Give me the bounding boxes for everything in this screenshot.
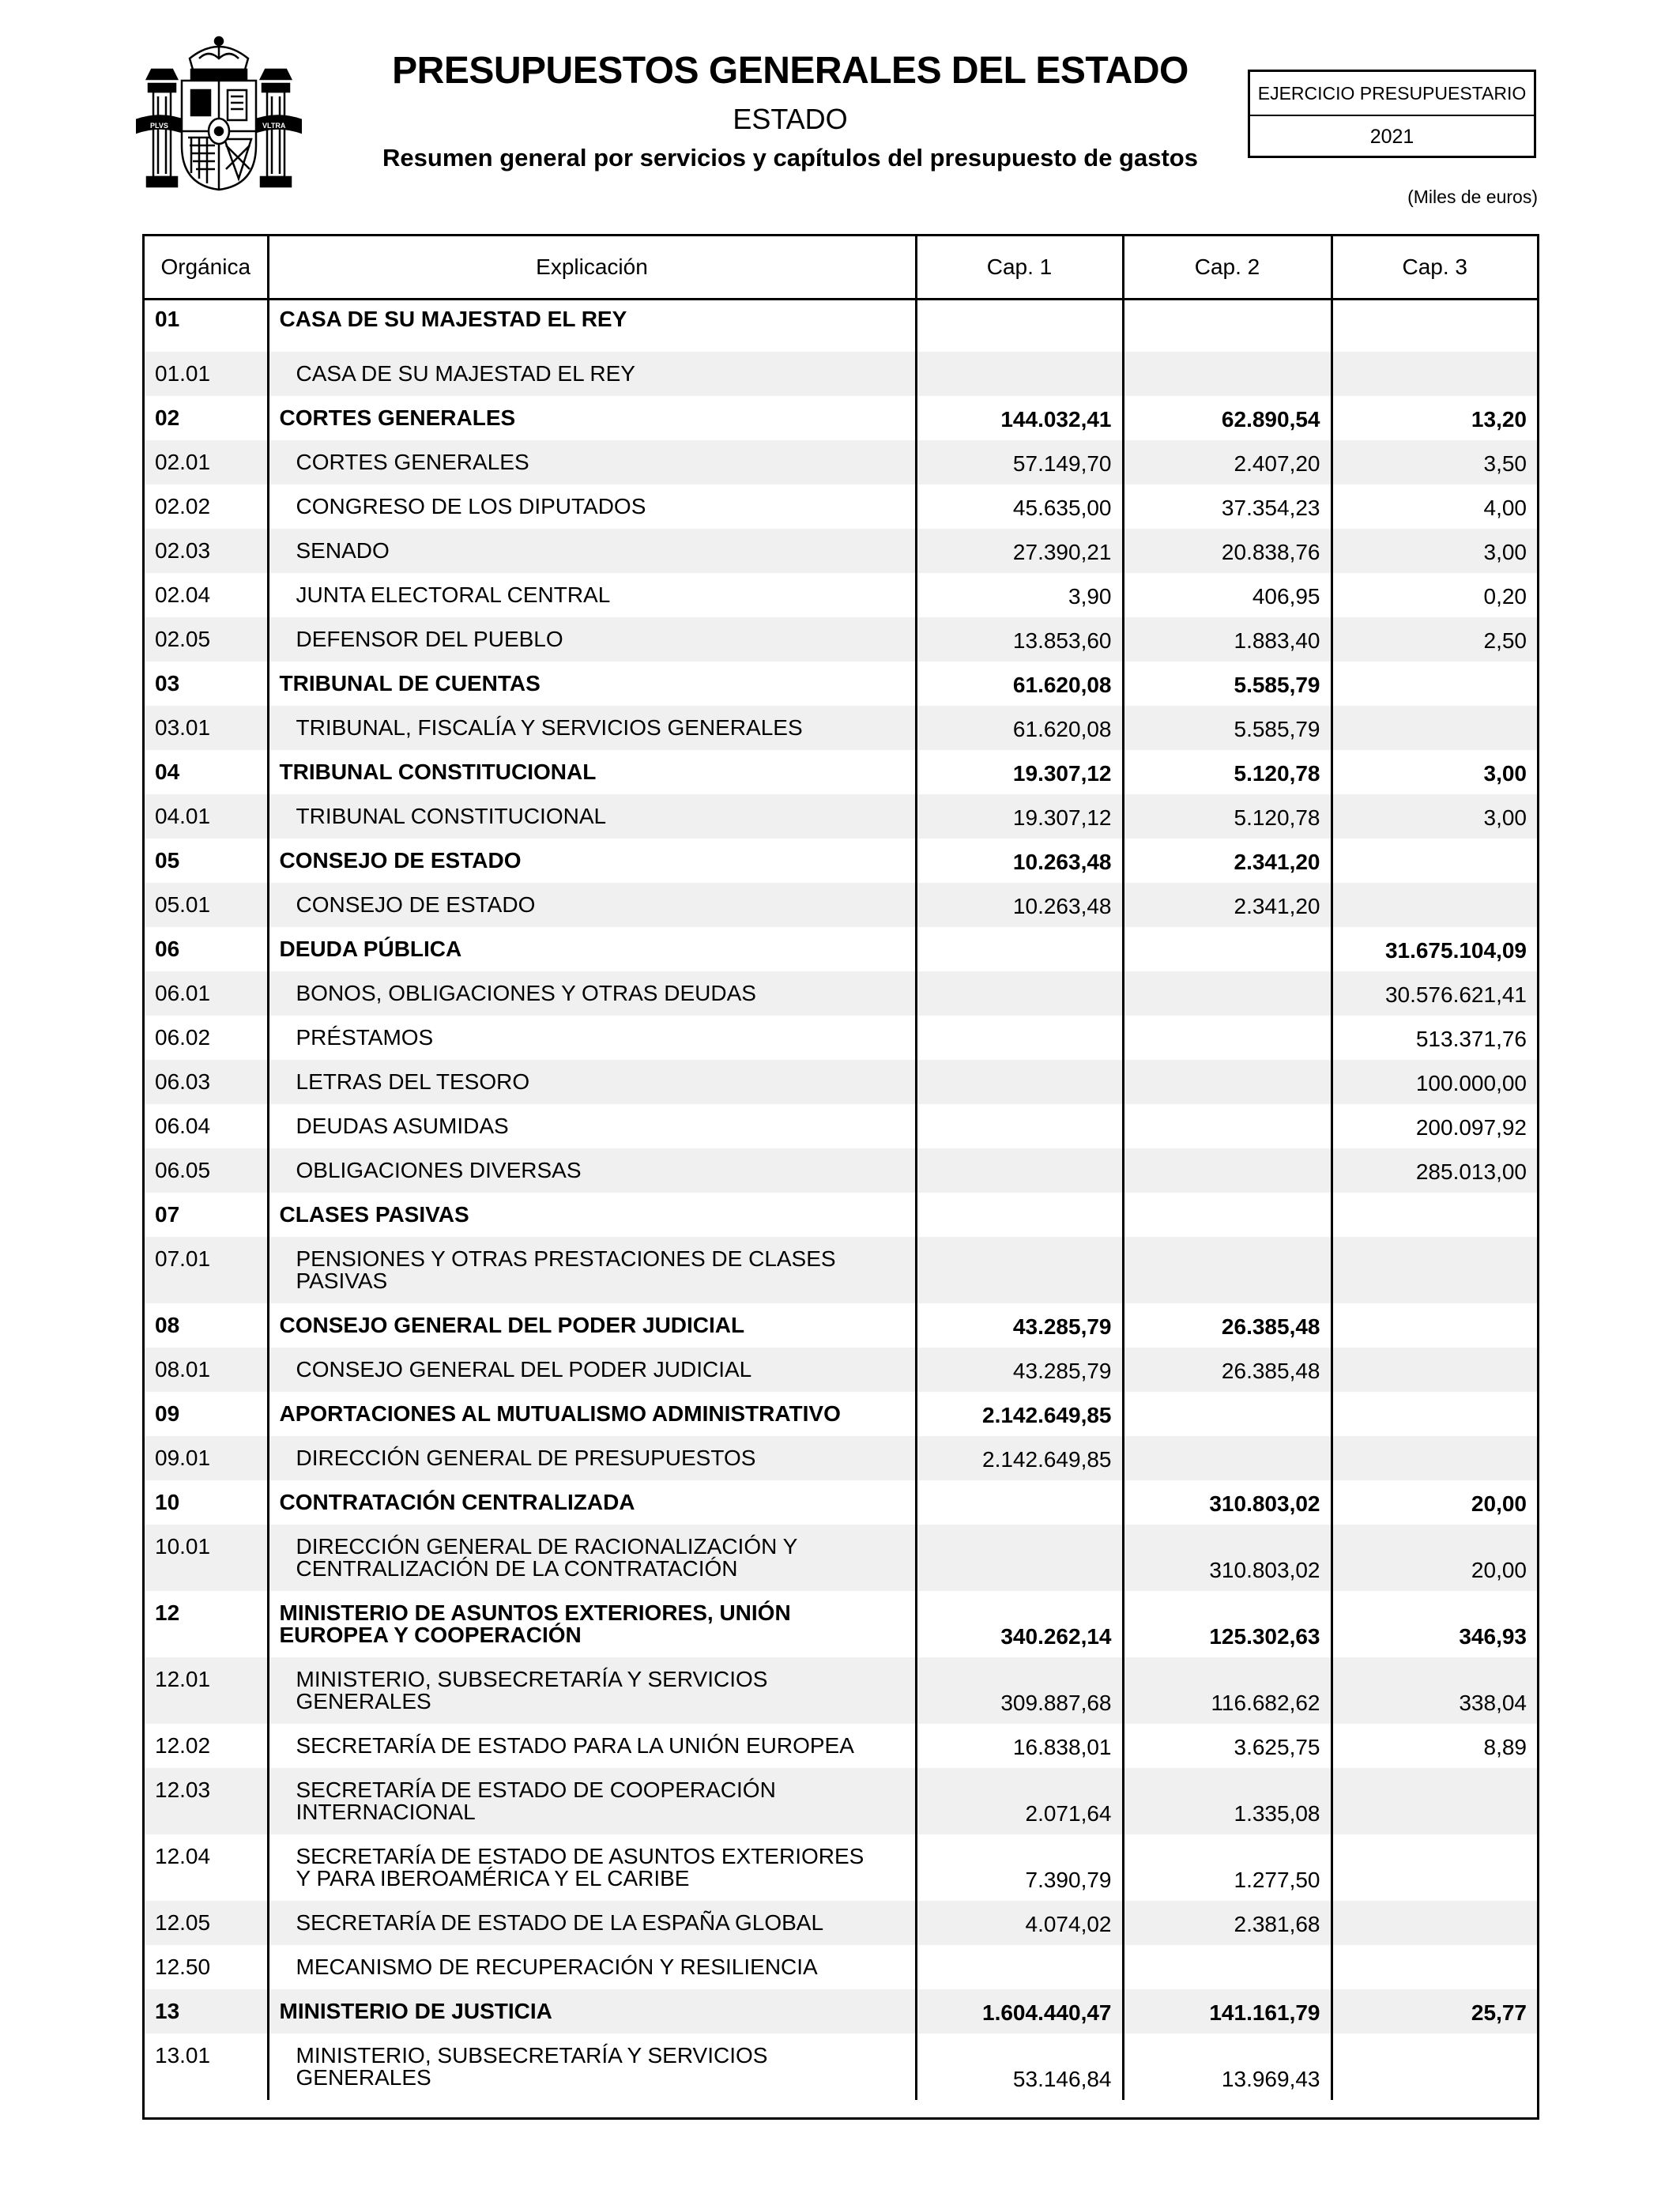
cell-organica: 02.02	[155, 493, 211, 518]
cell-cap1	[916, 1016, 1123, 1060]
cell-explicacion-line: SECRETARÍA DE ESTADO DE COOPERACIÓN	[296, 1777, 776, 1802]
cell-cap2: 13.969,43	[1123, 2034, 1332, 2100]
table-row	[145, 573, 1537, 617]
table-row	[145, 617, 1537, 662]
cell-organica: 06.05	[145, 1148, 268, 1193]
cell-cap3	[1332, 706, 1537, 750]
cell-organica: 07.01	[145, 1237, 268, 1303]
cell-cap3	[1332, 839, 1537, 883]
cell-cap3	[1332, 1392, 1537, 1436]
cell-explicacion-line: CONSEJO GENERAL DEL PODER JUDICIAL	[296, 1356, 752, 1382]
cell-explicacion-line: MINISTERIO, SUBSECRETARÍA Y SERVICIOS	[296, 1666, 768, 1691]
cell-explicacion	[268, 1945, 916, 1989]
cell-explicacion	[268, 1303, 916, 1348]
table-row	[145, 1060, 1537, 1104]
cell-cap3: 100.000,00	[1332, 1060, 1537, 1104]
cell-cap1: 27.390,21	[916, 529, 1123, 573]
document-header	[348, 47, 1233, 175]
cell-cap3	[1332, 1768, 1537, 1834]
cell-explicacion-line: CASA DE SU MAJESTAD EL REY	[296, 360, 635, 386]
cell-cap2: 20.838,76	[1123, 529, 1332, 573]
cell-explicacion	[268, 1480, 916, 1525]
cell-explicacion	[268, 440, 916, 484]
cell-explicacion	[268, 1657, 916, 1724]
cell-cap3: 30.576.621,41	[1332, 971, 1537, 1016]
cell-cap1: 340.262,14	[916, 1591, 1123, 1657]
fiscal-year-box	[1248, 70, 1536, 158]
cell-organica: 12.05	[145, 1901, 268, 1945]
cell-cap3: 3,00	[1332, 750, 1537, 794]
cell-explicacion	[268, 1392, 916, 1436]
cell-cap3	[1332, 1901, 1537, 1945]
cell-cap3: 31.675.104,09	[1332, 927, 1537, 971]
table-row	[145, 1303, 1537, 1348]
cell-cap1: 43.285,79	[916, 1303, 1123, 1348]
cell-explicacion-line: INTERNACIONAL	[296, 1799, 476, 1824]
table-row	[145, 1104, 1537, 1148]
cell-explicacion	[268, 971, 916, 1016]
cell-cap1	[916, 1525, 1123, 1591]
table-row	[145, 1591, 1537, 1657]
cell-explicacion	[268, 1525, 916, 1591]
cell-cap1	[916, 927, 1123, 971]
cell-explicacion	[268, 1193, 916, 1237]
cell-cap2	[1123, 352, 1332, 396]
cell-organica: 12.02	[155, 1732, 211, 1758]
cell-cap3: 3,00	[1332, 529, 1537, 573]
cell-cap3: 0,20	[1332, 573, 1537, 617]
cell-explicacion-line: GENERALES	[296, 1688, 431, 1713]
cell-cap1	[916, 1060, 1123, 1104]
cell-cap2: 310.803,02	[1123, 1525, 1332, 1591]
table-row	[145, 1768, 1537, 1834]
cell-cap2: 5.120,78	[1123, 750, 1332, 794]
cell-cap1	[916, 1104, 1123, 1148]
table-row	[145, 1724, 1537, 1768]
cell-explicacion-line: CENTRALIZACIÓN DE LA CONTRATACIÓN	[296, 1555, 738, 1581]
table-row	[145, 2034, 1537, 2100]
cell-explicacion	[268, 794, 916, 839]
cell-explicacion-line: BONOS, OBLIGACIONES Y OTRAS DEUDAS	[296, 980, 756, 1005]
cell-explicacion-line: DEUDA PÚBLICA	[279, 936, 462, 961]
table-row	[145, 750, 1537, 794]
budget-table	[142, 234, 1539, 2120]
cell-cap3: 346,93	[1332, 1591, 1537, 1657]
cell-cap1	[916, 1193, 1123, 1237]
cell-cap1: 53.146,84	[916, 2034, 1123, 2100]
cell-organica: 02.04	[155, 582, 211, 607]
cell-explicacion-line: CLASES PASIVAS	[279, 1201, 469, 1227]
cell-cap2	[1123, 1104, 1332, 1148]
cell-explicacion	[268, 662, 916, 706]
cell-cap3: 3,50	[1332, 440, 1537, 484]
cell-explicacion	[268, 1989, 916, 2034]
table-row	[145, 1989, 1537, 2034]
table-row	[145, 352, 1537, 396]
cell-explicacion	[268, 927, 916, 971]
cell-explicacion-line: DIRECCIÓN GENERAL DE PRESUPUESTOS	[296, 1445, 756, 1470]
table-row	[145, 794, 1537, 839]
cell-cap3: 285.013,00	[1332, 1148, 1537, 1193]
cell-cap3: 2,50	[1332, 617, 1537, 662]
cell-explicacion-line: DEFENSOR DEL PUEBLO	[296, 626, 563, 651]
cell-explicacion	[268, 1724, 916, 1768]
cell-organica: 12.03	[145, 1768, 268, 1834]
cell-organica: 02.01	[145, 440, 268, 484]
table-row	[145, 971, 1537, 1016]
cell-organica: 05.01	[145, 883, 268, 927]
cell-organica: 06.02	[155, 1024, 211, 1050]
cell-cap2	[1123, 927, 1332, 971]
cell-explicacion	[268, 750, 916, 794]
cell-explicacion	[268, 2034, 916, 2100]
cell-explicacion-line: JUNTA ELECTORAL CENTRAL	[296, 582, 611, 607]
cell-cap2: 5.120,78	[1123, 794, 1332, 839]
cell-cap2: 26.385,48	[1123, 1348, 1332, 1392]
cell-cap1: 61.620,08	[916, 662, 1123, 706]
cell-explicacion-line: TRIBUNAL CONSTITUCIONAL	[279, 759, 597, 784]
cell-cap1: 1.604.440,47	[916, 1989, 1123, 2034]
cell-cap2: 2.407,20	[1123, 440, 1332, 484]
cell-organica: 01.01	[145, 352, 268, 396]
cell-explicacion-line: SECRETARÍA DE ESTADO DE LA ESPAÑA GLOBAL	[296, 1909, 824, 1935]
cell-cap2: 310.803,02	[1123, 1480, 1332, 1525]
cell-explicacion-line: CONSEJO GENERAL DEL PODER JUDICIAL	[279, 1312, 745, 1337]
cell-organica: 04	[155, 759, 180, 784]
cell-cap1: 10.263,48	[916, 839, 1123, 883]
cell-explicacion	[268, 1436, 916, 1480]
column-header-explicacion: Explicación	[268, 236, 916, 300]
table-row	[145, 484, 1537, 529]
cell-cap3: 8,89	[1332, 1724, 1537, 1768]
cell-cap1	[916, 1480, 1123, 1525]
cell-explicacion	[268, 1104, 916, 1148]
cell-cap2: 5.585,79	[1123, 706, 1332, 750]
cell-organica: 10	[155, 1489, 180, 1514]
cell-organica: 08	[155, 1312, 180, 1337]
fiscal-year-value: 2021	[1369, 126, 1414, 148]
cell-organica: 12	[155, 1600, 180, 1625]
cell-explicacion-line: GENERALES	[296, 2064, 431, 2090]
page-title: PRESUPUESTOS GENERALES DEL ESTADO	[392, 50, 1188, 92]
cell-explicacion-line: SECRETARÍA DE ESTADO PARA LA UNIÓN EUROPEA	[296, 1732, 854, 1758]
table-row	[145, 1348, 1537, 1392]
cell-cap1: 309.887,68	[916, 1657, 1123, 1724]
cell-cap1: 3,90	[916, 573, 1123, 617]
cell-explicacion	[268, 529, 916, 573]
table-row	[145, 529, 1537, 573]
cell-organica: 09.01	[145, 1436, 268, 1480]
cell-organica: 12.04	[155, 1843, 211, 1868]
table-row	[145, 927, 1537, 971]
cell-cap3	[1332, 1237, 1537, 1303]
fiscal-year-label: EJERCICIO PRESUPUESTARIO	[1250, 72, 1534, 116]
cell-cap1: 19.307,12	[916, 794, 1123, 839]
cell-organica: 01	[155, 307, 180, 331]
cell-explicacion	[268, 484, 916, 529]
cell-explicacion-line: TRIBUNAL DE CUENTAS	[279, 670, 541, 696]
cell-cap3: 338,04	[1332, 1657, 1537, 1724]
svg-text:VLTRA: VLTRA	[262, 122, 286, 130]
cell-cap2: 2.341,20	[1123, 839, 1332, 883]
cell-cap2: 3.625,75	[1123, 1724, 1332, 1768]
cell-explicacion	[268, 839, 916, 883]
cell-cap3: 13,20	[1332, 396, 1537, 440]
cell-cap1: 2.071,64	[916, 1768, 1123, 1834]
cell-explicacion	[268, 1768, 916, 1834]
table-row	[145, 440, 1537, 484]
cell-explicacion	[268, 1060, 916, 1104]
cell-cap2	[1123, 1945, 1332, 1989]
cell-explicacion	[268, 883, 916, 927]
cell-explicacion	[268, 573, 916, 617]
cell-explicacion-line: OBLIGACIONES DIVERSAS	[296, 1157, 582, 1182]
cell-cap1: 4.074,02	[916, 1901, 1123, 1945]
cell-cap3	[1332, 2034, 1537, 2100]
cell-cap2: 62.890,54	[1123, 396, 1332, 440]
cell-cap2: 1.277,50	[1123, 1834, 1332, 1901]
cell-explicacion	[268, 1591, 916, 1657]
cell-cap2: 2.341,20	[1123, 883, 1332, 927]
cell-cap1	[916, 352, 1123, 396]
unit-note: (Miles de euros)	[1407, 187, 1538, 207]
cell-cap3: 20,00	[1332, 1525, 1537, 1591]
cell-explicacion-line: MINISTERIO, SUBSECRETARÍA Y SERVICIOS	[296, 2042, 768, 2068]
cell-cap3: 200.097,92	[1332, 1104, 1537, 1148]
cell-explicacion-line: LETRAS DEL TESORO	[296, 1069, 530, 1094]
table-row	[145, 839, 1537, 883]
cell-cap3: 4,00	[1332, 484, 1537, 529]
table-row	[145, 1392, 1537, 1436]
cell-cap3: 25,77	[1332, 1989, 1537, 2034]
cell-cap3	[1332, 662, 1537, 706]
table-row	[145, 1193, 1537, 1237]
cell-cap3	[1332, 352, 1537, 396]
cell-organica: 03.01	[145, 706, 268, 750]
cell-cap2	[1123, 1060, 1332, 1104]
cell-explicacion-line: MINISTERIO DE ASUNTOS EXTERIORES, UNIÓN	[279, 1600, 791, 1625]
cell-cap2: 2.381,68	[1123, 1901, 1332, 1945]
cell-cap1: 13.853,60	[916, 617, 1123, 662]
column-header-cap3: Cap. 3	[1332, 236, 1537, 300]
cell-organica: 02.05	[145, 617, 268, 662]
cell-explicacion-line: PASIVAS	[296, 1268, 388, 1293]
cell-cap1	[916, 1148, 1123, 1193]
cell-cap2	[1123, 1016, 1332, 1060]
cell-cap3	[1332, 1834, 1537, 1901]
cell-explicacion-line: SECRETARÍA DE ESTADO DE ASUNTOS EXTERIORES	[296, 1843, 864, 1868]
cell-explicacion-line: EUROPEA Y COOPERACIÓN	[279, 1622, 582, 1647]
cell-cap3	[1332, 1436, 1537, 1480]
cell-cap1: 16.838,01	[916, 1724, 1123, 1768]
table-row	[145, 706, 1537, 750]
cell-explicacion-line: CORTES GENERALES	[296, 449, 529, 474]
table-row	[145, 396, 1537, 440]
cell-cap1: 144.032,41	[916, 396, 1123, 440]
cell-cap3	[1332, 300, 1537, 352]
cell-cap2	[1123, 1237, 1332, 1303]
cell-cap2: 406,95	[1123, 573, 1332, 617]
table-row	[145, 1016, 1537, 1060]
cell-organica: 08.01	[145, 1348, 268, 1392]
cell-cap3	[1332, 883, 1537, 927]
cell-explicacion	[268, 396, 916, 440]
cell-cap2: 116.682,62	[1123, 1657, 1332, 1724]
cell-cap2	[1123, 300, 1332, 352]
cell-explicacion-line: DEUDAS ASUMIDAS	[296, 1113, 509, 1138]
cell-explicacion-line: CORTES GENERALES	[279, 405, 516, 430]
cell-cap1: 7.390,79	[916, 1834, 1123, 1901]
cell-cap1	[916, 1237, 1123, 1303]
svg-text:PLVS: PLVS	[150, 122, 168, 130]
coat-of-arms-icon	[136, 35, 302, 193]
cell-cap2	[1123, 1193, 1332, 1237]
cell-explicacion-line: Y PARA IBEROAMÉRICA Y EL CARIBE	[296, 1865, 690, 1891]
table-row	[145, 662, 1537, 706]
cell-organica: 06.03	[145, 1060, 268, 1104]
cell-explicacion-line: CONSEJO DE ESTADO	[279, 847, 522, 873]
cell-cap2: 5.585,79	[1123, 662, 1332, 706]
cell-cap3	[1332, 1945, 1537, 1989]
cell-organica: 12.01	[145, 1657, 268, 1724]
column-header-organica: Orgánica	[145, 236, 268, 300]
cell-cap1: 10.263,48	[916, 883, 1123, 927]
cell-explicacion-line: CASA DE SU MAJESTAD EL REY	[279, 307, 627, 331]
cell-organica: 10.01	[145, 1525, 268, 1591]
column-header-cap1: Cap. 1	[916, 236, 1123, 300]
cell-explicacion	[268, 1016, 916, 1060]
table-header-row	[145, 236, 1537, 300]
table-row	[145, 1945, 1537, 1989]
cell-explicacion-line: MINISTERIO DE JUSTICIA	[279, 1998, 552, 2023]
cell-cap1: 61.620,08	[916, 706, 1123, 750]
cell-organica: 13.01	[155, 2042, 211, 2068]
table-row	[145, 1436, 1537, 1480]
table-row	[145, 1901, 1537, 1945]
page-subtitle: ESTADO	[733, 103, 848, 135]
cell-organica: 06	[155, 936, 180, 961]
cell-organica: 04.01	[145, 794, 268, 839]
cell-explicacion	[268, 1834, 916, 1901]
cell-cap2: 1.883,40	[1123, 617, 1332, 662]
cell-explicacion	[268, 352, 916, 396]
cell-cap2	[1123, 1392, 1332, 1436]
table-row	[145, 1657, 1537, 1724]
cell-explicacion-line: MECANISMO DE RECUPERACIÓN Y RESILIENCIA	[296, 1954, 818, 1979]
cell-cap3	[1332, 1193, 1537, 1237]
cell-cap2	[1123, 1436, 1332, 1480]
cell-cap1: 43.285,79	[916, 1348, 1123, 1392]
cell-organica: 02	[155, 405, 180, 430]
cell-explicacion	[268, 300, 916, 352]
cell-organica: 06.04	[155, 1113, 211, 1138]
cell-explicacion-line: TRIBUNAL, FISCALÍA Y SERVICIOS GENERALES	[296, 714, 803, 740]
cell-cap1	[916, 1945, 1123, 1989]
cell-organica: 12.50	[155, 1954, 211, 1979]
cell-cap1	[916, 300, 1123, 352]
cell-organica: 02.03	[145, 529, 268, 573]
cell-organica: 06.01	[145, 971, 268, 1016]
cell-cap1: 57.149,70	[916, 440, 1123, 484]
cell-cap3	[1332, 1348, 1537, 1392]
cell-explicacion-line: DIRECCIÓN GENERAL DE RACIONALIZACIÓN Y	[296, 1533, 798, 1559]
cell-cap1: 19.307,12	[916, 750, 1123, 794]
cell-cap2	[1123, 971, 1332, 1016]
cell-organica: 05	[155, 847, 180, 873]
table-row	[145, 883, 1537, 927]
table-row	[145, 300, 1537, 352]
cell-cap3	[1332, 1303, 1537, 1348]
cell-explicacion	[268, 706, 916, 750]
cell-explicacion	[268, 1237, 916, 1303]
cell-cap1: 2.142.649,85	[916, 1436, 1123, 1480]
cell-explicacion-line: SENADO	[296, 537, 390, 563]
cell-cap2: 26.385,48	[1123, 1303, 1332, 1348]
cell-cap1	[916, 971, 1123, 1016]
cell-cap2: 1.335,08	[1123, 1768, 1332, 1834]
cell-cap3: 3,00	[1332, 794, 1537, 839]
cell-explicacion-line: TRIBUNAL CONSTITUCIONAL	[296, 803, 607, 828]
cell-explicacion	[268, 1348, 916, 1392]
cell-organica: 03	[155, 670, 180, 696]
cell-explicacion-line: CONSEJO DE ESTADO	[296, 892, 536, 917]
cell-organica: 09	[155, 1400, 180, 1426]
column-header-cap2: Cap. 2	[1123, 236, 1332, 300]
cell-explicacion	[268, 1148, 916, 1193]
table-row	[145, 1525, 1537, 1591]
table-row	[145, 1148, 1537, 1193]
cell-cap3: 20,00	[1332, 1480, 1537, 1525]
table-row	[145, 1480, 1537, 1525]
cell-cap2: 37.354,23	[1123, 484, 1332, 529]
cell-cap1: 45.635,00	[916, 484, 1123, 529]
cell-explicacion-line: CONGRESO DE LOS DIPUTADOS	[296, 493, 646, 518]
cell-explicacion	[268, 617, 916, 662]
cell-cap1: 2.142.649,85	[916, 1392, 1123, 1436]
page-caption: Resumen general por servicios y capítulos del presupuesto de gastos	[382, 144, 1198, 172]
table-row	[145, 1834, 1537, 1901]
cell-cap3: 513.371,76	[1332, 1016, 1537, 1060]
cell-explicacion-line: CONTRATACIÓN CENTRALIZADA	[279, 1489, 635, 1514]
cell-cap2: 125.302,63	[1123, 1591, 1332, 1657]
cell-cap2: 141.161,79	[1123, 1989, 1332, 2034]
cell-organica: 13	[145, 1989, 268, 2034]
cell-explicacion-line: PENSIONES Y OTRAS PRESTACIONES DE CLASES	[296, 1246, 836, 1271]
cell-organica: 07	[155, 1201, 180, 1227]
cell-cap2	[1123, 1148, 1332, 1193]
cell-explicacion-line: APORTACIONES AL MUTUALISMO ADMINISTRATIVO	[279, 1400, 841, 1426]
cell-explicacion	[268, 1901, 916, 1945]
cell-explicacion-line: PRÉSTAMOS	[296, 1024, 434, 1050]
table-row	[145, 1237, 1537, 1303]
table-body	[145, 300, 1537, 2100]
